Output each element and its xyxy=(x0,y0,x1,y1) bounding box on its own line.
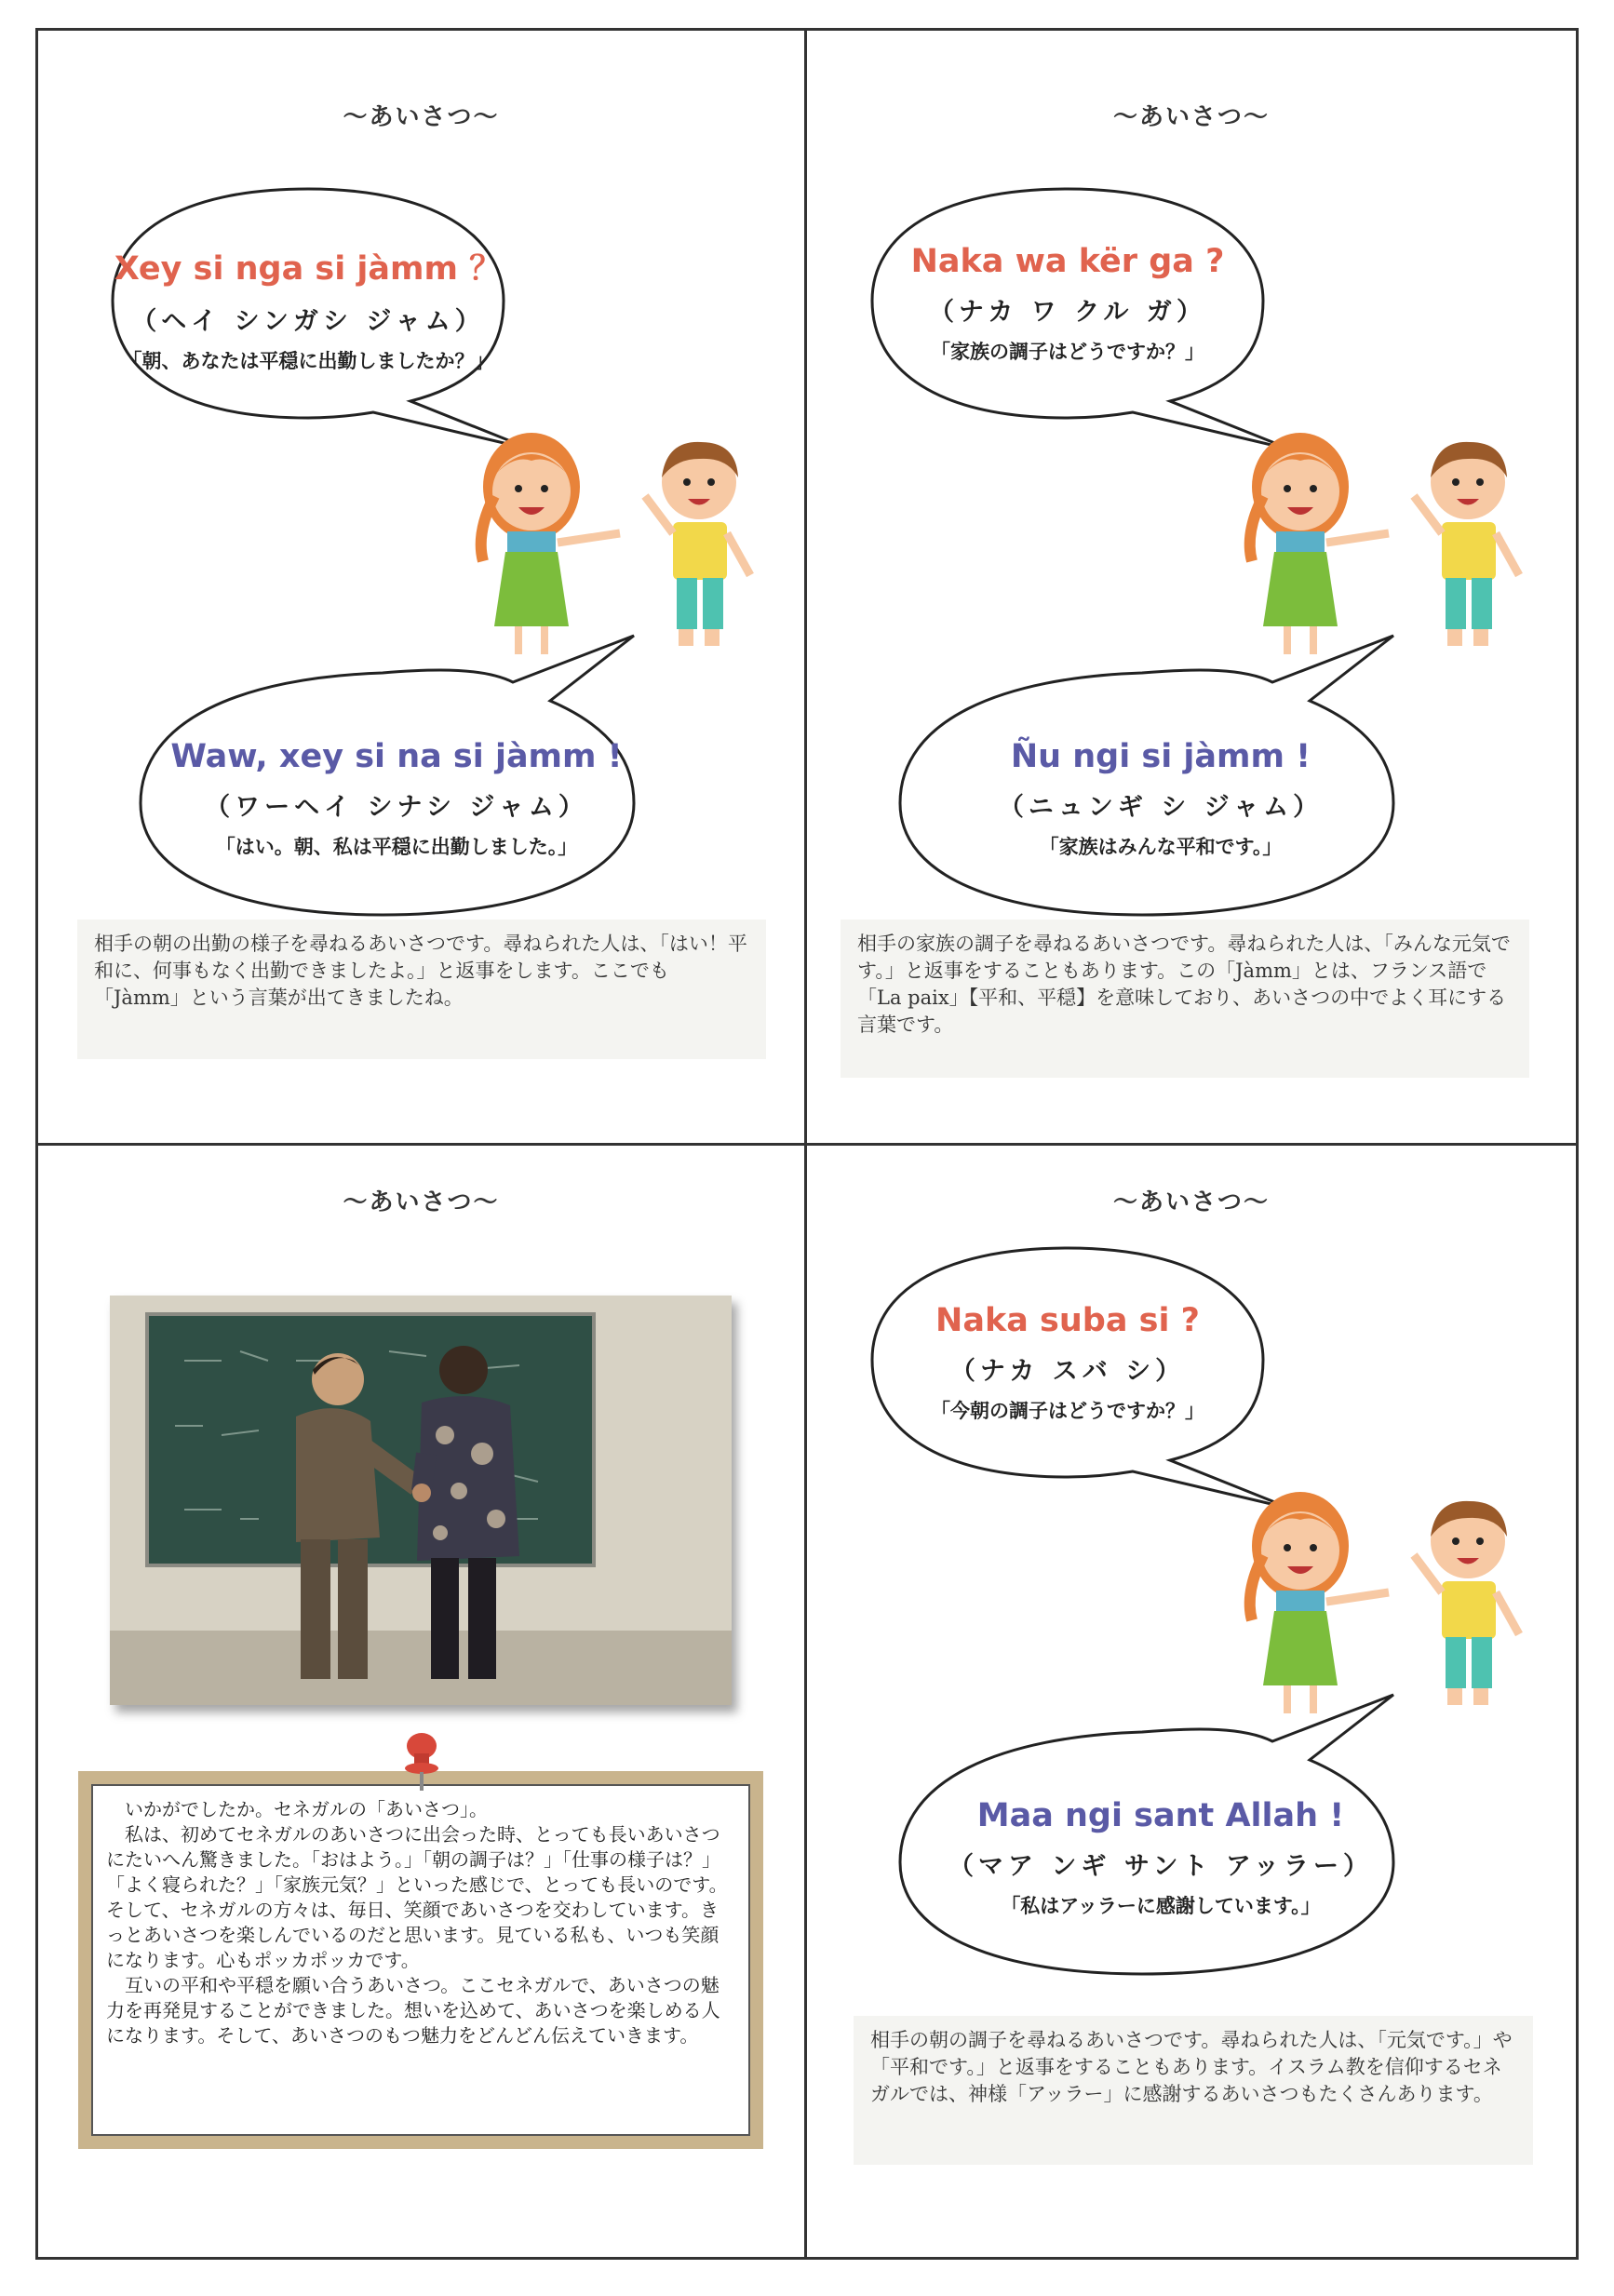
question-meaning: 「今朝の調子はどうですか？」 xyxy=(931,1400,1204,1422)
answer-bubble xyxy=(891,608,1431,943)
description-text: 相手の家族の調子を尋ねるあいさつです。尋ねられた人は、「みんな元気です。」と返事をすることもあります。この「Jàmm」とは、フランス語で「La paix」【平和、平穏】を意味しており、あいさつの中でよく耳にする言葉です。 xyxy=(841,920,1529,1078)
question-text xyxy=(835,243,1300,365)
answer-phrase: Waw, xey si na si jàmm ! xyxy=(170,738,623,775)
answer-phrase: Ñu ngi si jàmm ! xyxy=(1010,738,1311,775)
question-kana: （ヘイ シンガシ ジャム） xyxy=(131,307,485,336)
panel-top-left xyxy=(38,31,804,1143)
question-phrase: Naka wa kër ga ? xyxy=(910,243,1225,280)
note-board xyxy=(78,1771,763,2149)
panel-title: ～あいさつ～ xyxy=(343,1188,500,1216)
question-meaning: 「朝、あなたは平穏に出勤しましたか？」 xyxy=(122,350,494,372)
panel-title: ～あいさつ～ xyxy=(343,103,500,131)
answer-meaning: 「家族はみんな平和です。」 xyxy=(1039,836,1283,858)
answer-kana: （ワーヘイ シナシ ジャム） xyxy=(205,793,588,822)
pushpin-icon xyxy=(398,1729,445,1794)
answer-text xyxy=(891,738,1431,860)
answer-kana: （ニュンギ シ ジャム） xyxy=(998,793,1324,822)
note-paragraph: 私は、初めてセネガルのあいさつに出会った時、とっても長いあいさつにたいへん驚きました。「おはよう。」「朝の調子は？」「仕事の様子は？」「よく寝られた？」「家族元気？」といった感じで、とっても長いのです。そして、セネガルの方々は、毎日、笑顔であいさつを交わしています。きっとあいさつを楽しんでいるのだと思います。見ている私も、いつも笑顔になります。心もポッカポッカです。 xyxy=(106,1823,728,1971)
question-text xyxy=(835,1302,1300,1424)
answer-meaning: 「私はアッラーに感謝しています。」 xyxy=(1001,1895,1321,1917)
answer-text xyxy=(127,738,666,860)
answer-phrase: Maa ngi sant Allah ! xyxy=(976,1797,1345,1834)
note-text xyxy=(91,1784,750,2136)
classroom-photo xyxy=(110,1296,732,1705)
note-paragraph: いかがでしたか。セネガルの「あいさつ」。 xyxy=(125,1798,488,1820)
panel-bottom-right xyxy=(807,1146,1576,2257)
panel-title: ～あいさつ～ xyxy=(1112,103,1270,131)
answer-meaning: 「はい。朝、私は平穏に出勤しました。」 xyxy=(215,836,578,858)
answer-kana: （マア ンギ サント アッラー） xyxy=(948,1852,1373,1881)
question-phrase: Xey si nga si jàmm ？ xyxy=(114,250,503,288)
answer-bubble xyxy=(131,608,671,943)
description-text: 相手の朝の調子を尋ねるあいさつです。尋ねられた人は、「元気です。」や「平和です。」と返事をすることもあります。イスラム教を信仰するセネガルでは、神様「アッラー」に感謝するあいさつもたくさんあります。 xyxy=(854,2016,1533,2165)
question-text xyxy=(75,243,541,374)
panel-title: ～あいさつ～ xyxy=(1112,1188,1270,1216)
handshake-photo-illustration xyxy=(110,1296,732,1705)
panel-top-right xyxy=(807,31,1576,1143)
note-paragraph: 互いの平和や平穏を願い合うあいさつ。ここセネガルで、あいさつの魅力を再発見することができました。想いを込めて、あいさつを楽しめる人になります。そして、あいさつのもつ魅力をどんどん伝えていきます。 xyxy=(106,1974,720,2047)
question-meaning: 「家族の調子はどうですか？」 xyxy=(931,341,1204,363)
question-phrase: Naka suba si ? xyxy=(935,1302,1200,1339)
description-text: 相手の朝の出勤の様子を尋ねるあいさつです。尋ねられた人は、「はい！平和に、何事もなく出勤できましたよ。」と返事をします。ここでも「Jàmm」という言葉が出てきましたね。 xyxy=(77,920,766,1059)
answer-bubble xyxy=(891,1667,1431,2002)
answer-text xyxy=(891,1797,1431,1919)
question-kana: （ナカ ワ クル ガ） xyxy=(928,298,1207,327)
question-kana: （ナカ スバ シ） xyxy=(949,1357,1186,1386)
